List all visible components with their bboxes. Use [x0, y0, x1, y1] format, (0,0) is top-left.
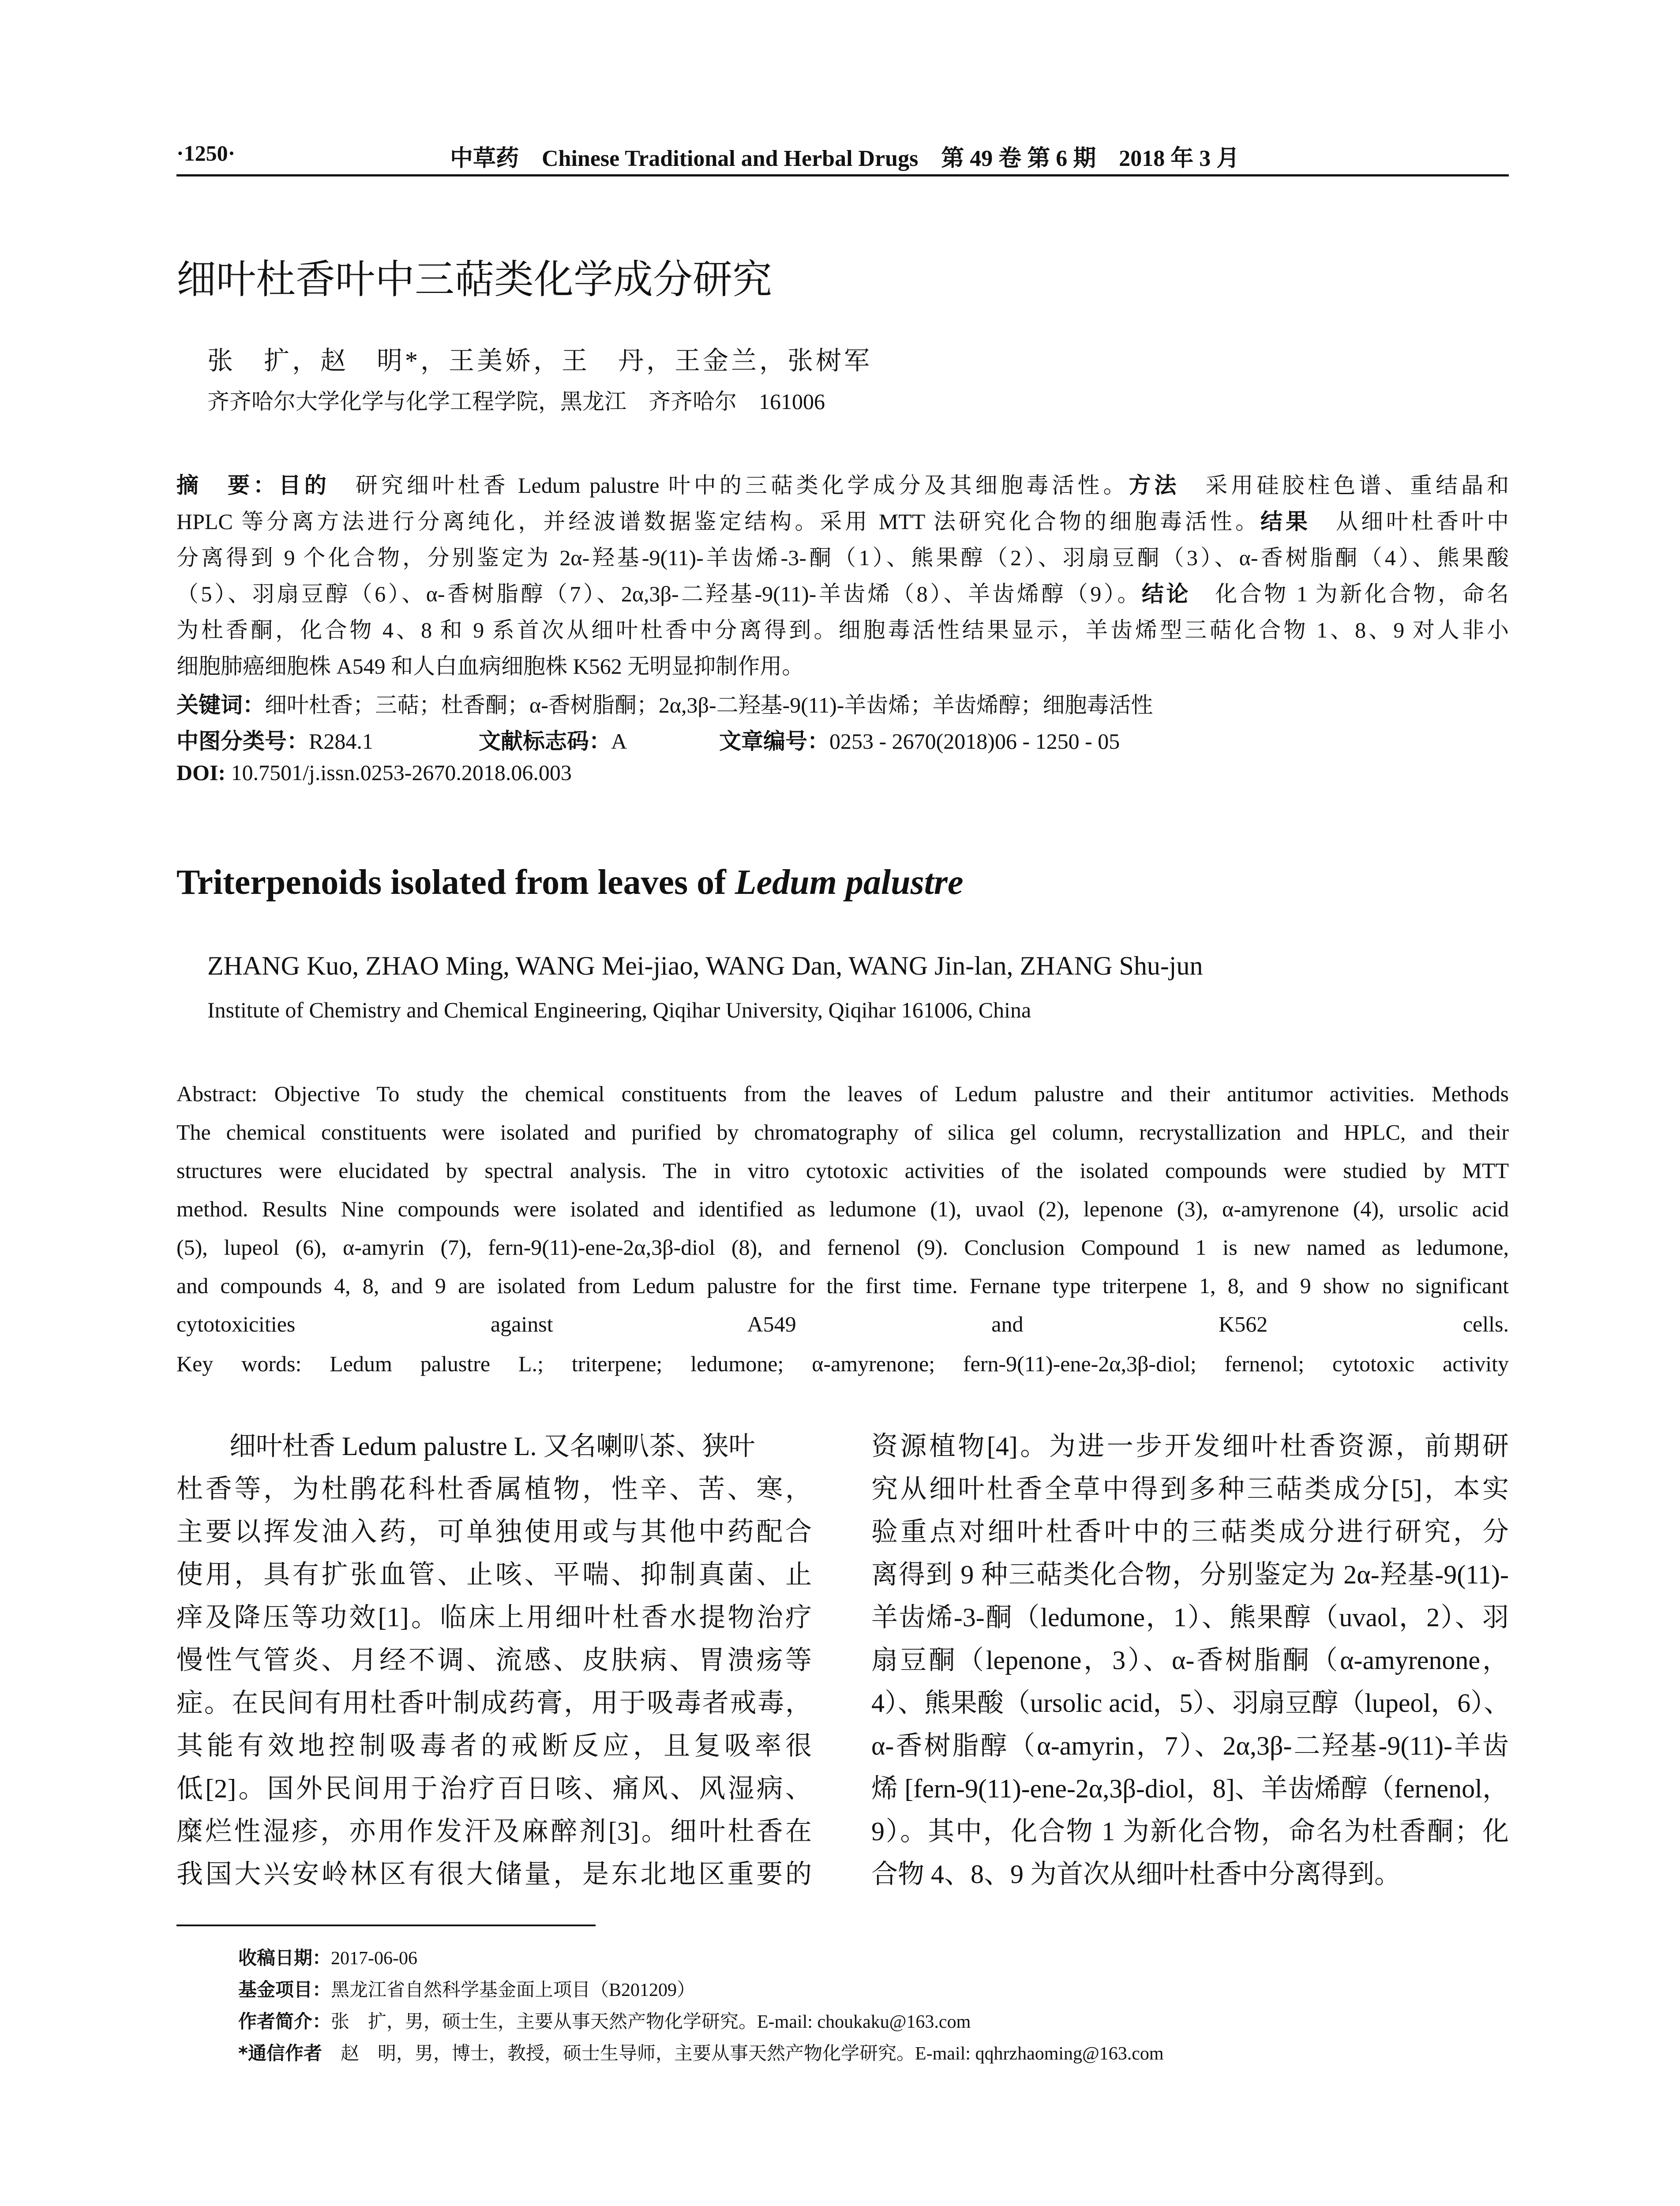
footnote-fund [238, 1975, 695, 2002]
article-number [719, 724, 1120, 755]
clc-value: R284.1 [309, 729, 373, 754]
fund-label: 基金项目： [238, 1979, 331, 2000]
english-title-species: Ledum palustre [735, 863, 964, 902]
corresponding-label: *通信作者 [238, 2042, 322, 2064]
artno-value: 0253 - 2670(2018)06 - 1250 - 05 [829, 729, 1120, 754]
keywords-label: 关键词： [176, 692, 265, 718]
document-code [479, 724, 627, 755]
english-abstract-line: structures were elucidated by spectral analysis. The in vitro cytotoxic activities of the isolated compounds were studied by MTT [176, 1158, 1509, 1183]
footnote-author [238, 2007, 971, 2033]
body-line: 糜烂性湿疹，亦用作发汗及麻醉剂[3]。细叶杜香在 [176, 1817, 812, 1846]
body-line: 杜香等，为杜鹃花科杜香属植物，性辛、苦、寒， [176, 1474, 812, 1504]
body-line: 细叶杜香 Ledum palustre L. 又名喇叭茶、狭叶 [229, 1432, 755, 1461]
abstract-text: （5）、羽扇豆醇（6）、α-香树脂醇（7）、2α,3β-二羟基-9(11)-羊齿烯（8）、羊齿烯醇（9）。 [176, 582, 1142, 606]
english-abstract-line: cytotoxicities against A549 and K562 cells. [176, 1312, 1509, 1336]
doi-value: 10.7501/j.issn.0253-2670.2018.06.003 [231, 760, 572, 785]
chinese-abstract-line [176, 504, 1509, 536]
corresponding-value: 赵 明，男，博士，教授，硕士生导师，主要从事天然产物化学研究。E-mail: qqhrzhaoming@163.com [340, 2044, 1164, 2064]
body-line: 扇豆酮（lepenone，3）、α-香树脂酮（α-amyrenone， [871, 1646, 1509, 1675]
chinese-abstract-line [176, 576, 1509, 608]
body-line: 使用，具有扩张血管、止咳、平喘、抑制真菌、止 [176, 1560, 812, 1589]
body-line: 离得到 9 种三萜类化合物，分别鉴定为 2α-羟基-9(11)- [871, 1560, 1509, 1589]
doi-line [176, 760, 572, 785]
received-label: 收稿日期： [238, 1947, 331, 1969]
doi-label: DOI: [176, 760, 226, 785]
abstract-text: 研究细叶杜香 Ledum palustre 叶中的三萜类化学成分及其细胞毒活性。 [355, 473, 1129, 498]
abstract-text: 从细叶杜香叶中 [1336, 509, 1509, 534]
author-value: 张 扩，男，硕士生，主要从事天然产物化学研究。E-mail: choukaku@163.com [331, 2012, 971, 2032]
body-line: 羊齿烯-3-酮（ledumone，1）、熊果醇（uvaol，2）、羽 [871, 1603, 1509, 1632]
author-label: 作者简介： [238, 2011, 331, 2032]
methods-label: 方法 [1129, 473, 1180, 498]
chinese-title: 细叶杜香叶中三萜类化学成分研究 [176, 256, 772, 303]
chinese-abstract-line: 细胞肺癌细胞株 A549 和人白血病细胞株 K562 无明显抑制作用。 [176, 654, 804, 679]
chinese-abstract-line: 为杜香酮，化合物 4、8 和 9 系首次从细叶杜香中分离得到。细胞毒活性结果显示，羊齿烯型三萜化合物 1、8、9 对人非小 [176, 618, 1509, 642]
doccode-value: A [611, 729, 627, 754]
body-line: 低[2]。国外民间用于治疗百日咳、痛风、风湿病、 [176, 1774, 812, 1803]
english-abstract-line: The chemical constituents were isolated and purified by chromatography of silica gel column, recrystallization and HPLC, and their [176, 1120, 1509, 1144]
english-abstract-line: and compounds 4, 8, and 9 are isolated from Ledum palustre for the first time. Fernane type triterpene 1, 8, and 9 show no significant [176, 1273, 1509, 1298]
body-line: 痒及降压等功效[1]。临床上用细叶杜香水提物治疗 [176, 1603, 812, 1632]
footnote-corresponding [238, 2039, 1164, 2065]
artno-label: 文章编号： [719, 728, 829, 754]
header-rule [176, 174, 1509, 176]
body-line: 合物 4、8、9 为首次从细叶杜香中分离得到。 [871, 1860, 1401, 1889]
body-line: 究从细叶杜香全草中得到多种三萜类成分[5]，本实 [871, 1474, 1509, 1504]
body-line: 其能有效地控制吸毒者的戒断反应，且复吸率很 [176, 1731, 812, 1760]
journal-header: 中草药 Chinese Traditional and Herbal Drugs 第 49 卷 第 6 期 2018 年 3 月 [450, 146, 1240, 171]
body-line: 验重点对细叶杜香叶中的三萜类成分进行研究，分 [871, 1517, 1509, 1546]
body-line: 9）。其中，化合物 1 为新化合物，命名为杜香酮；化 [871, 1817, 1509, 1846]
objective-label: 目的 [278, 473, 330, 498]
body-line: 慢性气管炎、月经不调、流感、皮肤病、胃溃疡等 [176, 1646, 812, 1675]
classification-line [176, 724, 373, 755]
body-line: 症。在民间有用杜香叶制成药膏，用于吸毒者戒毒， [176, 1688, 812, 1718]
english-abstract-line: method. Results Nine compounds were isolated and identified as ledumone (1), uvaol (2), lepenone (3), α-amyrenone (4), ursolic acid [176, 1197, 1509, 1221]
footnote-received [238, 1943, 417, 1970]
received-value: 2017-06-06 [331, 1948, 417, 1969]
keywords-text: 细叶杜香；三萜；杜香酮；α-香树脂酮；2α,3β-二羟基-9(11)-羊齿烯；羊齿烯醇；细胞毒活性 [265, 693, 1153, 717]
english-authors: ZHANG Kuo, ZHAO Ming, WANG Mei-jiao, WANG Dan, WANG Jin-lan, ZHANG Shu-jun [207, 951, 1203, 980]
chinese-authors: 张 扩，赵 明*，王美娇，王 丹，王金兰，张树军 [207, 346, 873, 375]
chinese-affiliation: 齐齐哈尔大学化学与化学工程学院，黑龙江 齐齐哈尔 161006 [207, 389, 825, 414]
clc-label: 中图分类号： [176, 728, 309, 754]
chinese-abstract-line [176, 468, 1509, 499]
abstract-label: 摘 要： [176, 473, 279, 498]
body-line: 主要以挥发油入药，可单独使用或与其他中药配合 [176, 1517, 812, 1546]
fund-value: 黑龙江省自然科学基金面上项目（B201209） [331, 1980, 696, 2000]
english-abstract-line: Abstract: Objective To study the chemical constituents from the leaves of Ledum palustre and their antitumor activities. Methods [176, 1081, 1509, 1106]
conclusion-label: 结论 [1141, 581, 1191, 607]
footnote-rule [176, 1925, 596, 1926]
english-keywords: Key words: Ledum palustre L.; triterpene; ledumone; α-amyrenone; fern-9(11)-ene-2α,3β-diol; fernenol; cytotoxic activity [176, 1351, 1509, 1376]
abstract-text: HPLC 等分离方法进行分离纯化，并经波谱数据鉴定结构。采用 MTT 法研究化合物的细胞毒活性。 [176, 509, 1260, 534]
body-line: 烯 [fern-9(11)-ene-2α,3β-diol，8]、羊齿烯醇（fernenol， [871, 1774, 1509, 1803]
results-label: 结果 [1260, 509, 1311, 534]
body-line: 资源植物[4]。为进一步开发细叶杜香资源，前期研 [871, 1432, 1509, 1461]
english-abstract-line: (5), lupeol (6), α-amyrin (7), fern-9(11)-ene-2α,3β-diol (8), and fernenol (9). Conclusion Compound 1 is new named as ledumone, [176, 1235, 1509, 1260]
english-affiliation: Institute of Chemistry and Chemical Engineering, Qiqihar University, Qiqihar 161006, China [207, 998, 1031, 1022]
body-line: 4）、熊果酸（ursolic acid，5）、羽扇豆醇（lupeol，6）、 [871, 1688, 1511, 1718]
page-number: ·1250· [176, 141, 236, 165]
abstract-text: 化合物 1 为新化合物，命名 [1215, 582, 1509, 606]
doccode-label: 文献标志码： [479, 728, 611, 754]
english-title [176, 863, 964, 903]
body-line: α-香树脂醇（α-amyrin，7）、2α,3β-二羟基-9(11)-羊齿 [871, 1731, 1509, 1760]
chinese-abstract-line: 分离得到 9 个化合物，分别鉴定为 2α-羟基-9(11)-羊齿烯-3-酮（1）、熊果醇（2）、羽扇豆酮（3）、α-香树脂酮（4）、熊果酸 [176, 545, 1509, 570]
abstract-text: 采用硅胶柱色谱、重结晶和 [1205, 473, 1509, 498]
body-line: 我国大兴安岭林区有很大储量，是东北地区重要的 [176, 1860, 812, 1889]
english-title-main: Triterpenoids isolated from leaves of [176, 863, 735, 902]
chinese-keywords [176, 687, 1153, 719]
